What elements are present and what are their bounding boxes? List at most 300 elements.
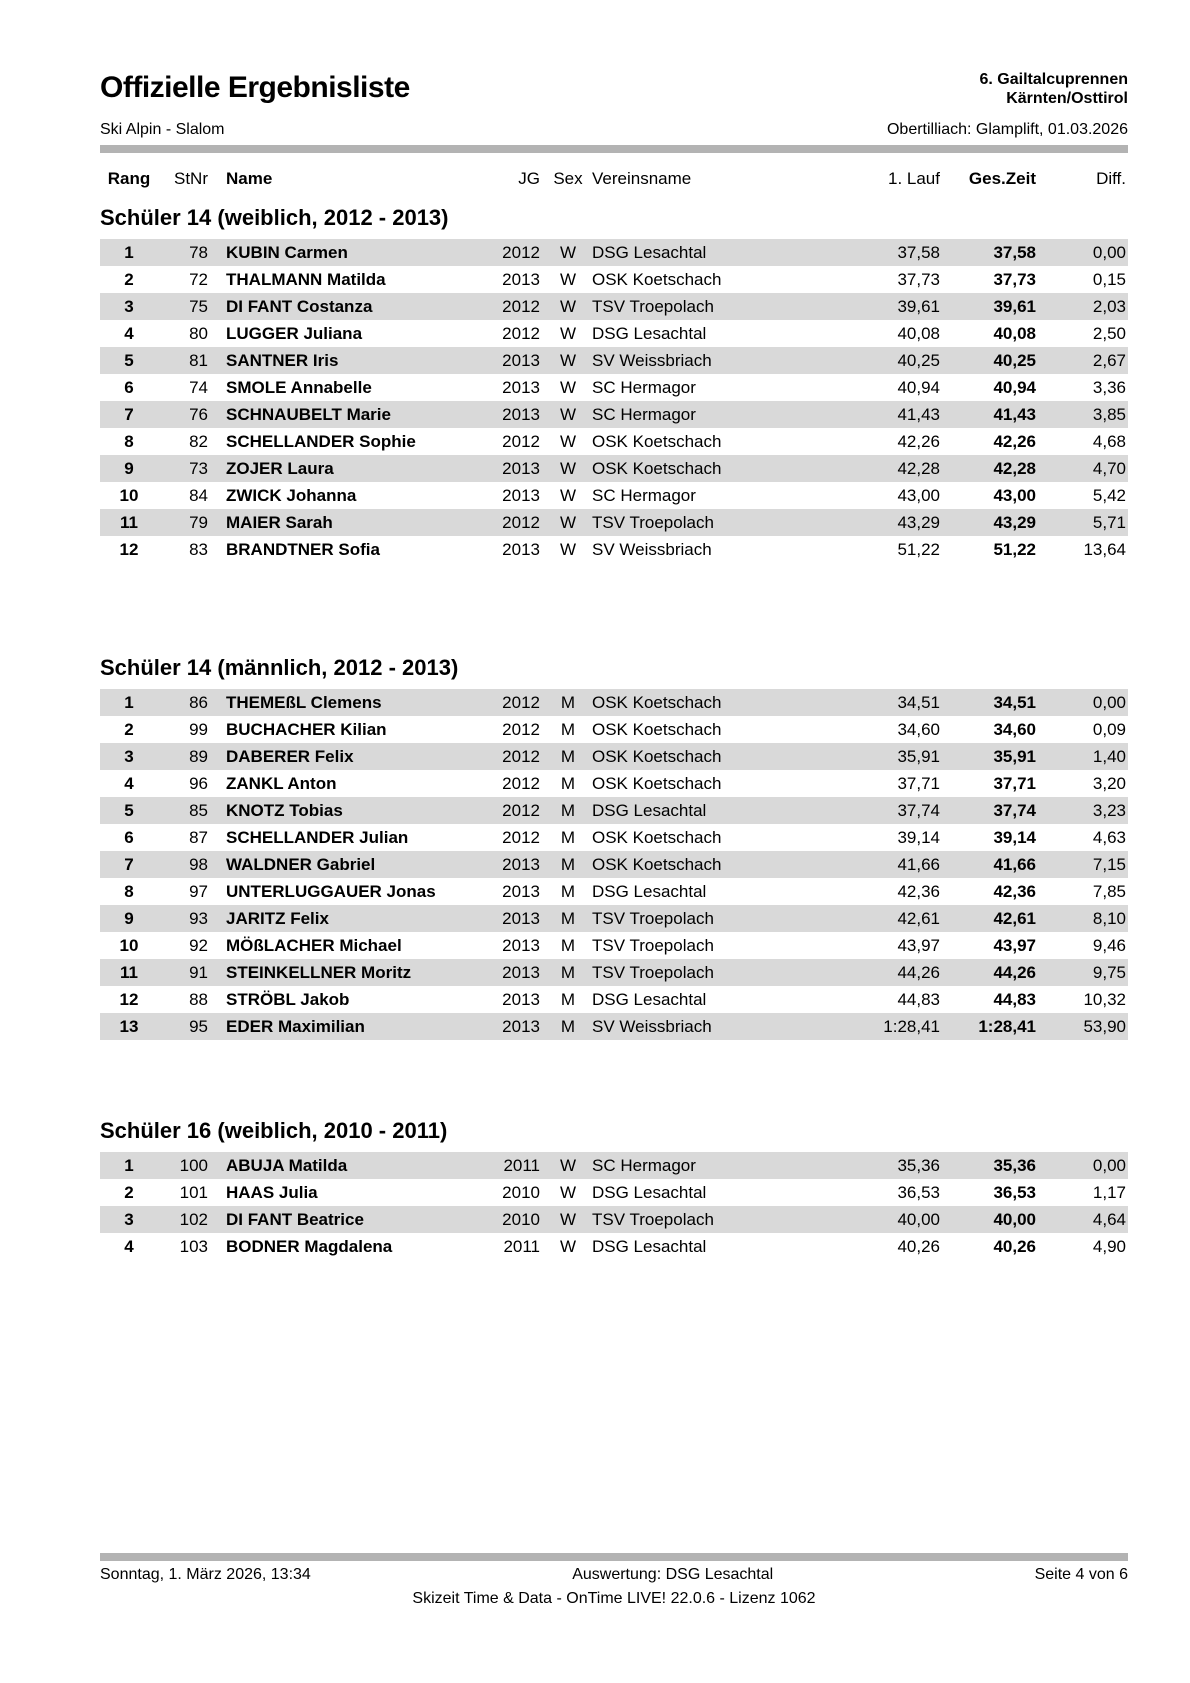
rank-cell: 7 bbox=[124, 405, 134, 424]
rank-cell: 13 bbox=[119, 1017, 139, 1036]
year-cell: 2013 bbox=[502, 270, 540, 289]
result-row bbox=[100, 455, 1128, 482]
bib-cell: 100 bbox=[179, 1156, 208, 1175]
name-cell: DI FANT Costanza bbox=[226, 297, 373, 316]
total-time-cell: 37,58 bbox=[993, 243, 1036, 262]
run1-time-cell: 42,36 bbox=[897, 882, 940, 901]
result-row bbox=[100, 959, 1128, 986]
result-row bbox=[100, 1152, 1128, 1179]
sex-cell: M bbox=[560, 801, 576, 820]
bib-cell: 97 bbox=[189, 882, 208, 901]
diff-cell: 2,03 bbox=[1092, 297, 1126, 316]
year-cell: 2013 bbox=[502, 459, 540, 478]
run1-time-cell: 40,26 bbox=[897, 1237, 940, 1256]
rank-cell: 10 bbox=[119, 936, 139, 955]
club-cell: DSG Lesachtal bbox=[592, 324, 707, 343]
diff-cell: 2,50 bbox=[1092, 324, 1126, 343]
footer-evaluator: Auswertung: DSG Lesachtal bbox=[572, 1566, 774, 1583]
col-header-year: JG bbox=[518, 168, 540, 188]
discipline-subtitle: Ski Alpin - Slalom bbox=[100, 121, 225, 138]
year-cell: 2012 bbox=[502, 828, 540, 847]
total-time-cell: 35,91 bbox=[993, 747, 1036, 766]
result-row bbox=[100, 536, 1128, 563]
section-title: Schüler 14 (männlich, 2012 - 2013) bbox=[100, 655, 459, 680]
run1-time-cell: 51,22 bbox=[897, 540, 940, 559]
total-time-cell: 1:28,41 bbox=[978, 1017, 1036, 1036]
run1-time-cell: 36,53 bbox=[897, 1183, 940, 1202]
sex-cell: W bbox=[559, 324, 577, 343]
club-cell: TSV Troepolach bbox=[592, 1210, 714, 1229]
run1-time-cell: 1:28,41 bbox=[883, 1017, 940, 1036]
total-time-cell: 34,51 bbox=[993, 693, 1036, 712]
sex-cell: M bbox=[560, 936, 576, 955]
rank-cell: 2 bbox=[124, 720, 134, 739]
result-row bbox=[100, 689, 1128, 716]
year-cell: 2010 bbox=[502, 1183, 540, 1202]
diff-cell: 0,09 bbox=[1092, 720, 1126, 739]
name-cell: SCHELLANDER Julian bbox=[226, 828, 409, 847]
name-cell: DI FANT Beatrice bbox=[226, 1210, 364, 1229]
club-cell: DSG Lesachtal bbox=[592, 1237, 707, 1256]
club-cell: OSK Koetschach bbox=[592, 747, 722, 766]
diff-cell: 53,90 bbox=[1083, 1017, 1126, 1036]
diff-cell: 9,75 bbox=[1092, 963, 1126, 982]
sex-cell: M bbox=[560, 909, 576, 928]
rank-cell: 5 bbox=[124, 351, 134, 370]
diff-cell: 7,15 bbox=[1092, 855, 1126, 874]
event-name: 6. Gailtalcuprennen bbox=[979, 71, 1128, 88]
bib-cell: 102 bbox=[179, 1210, 208, 1229]
run1-time-cell: 39,14 bbox=[897, 828, 940, 847]
bib-cell: 84 bbox=[189, 486, 208, 505]
diff-cell: 2,67 bbox=[1092, 351, 1126, 370]
sex-cell: W bbox=[559, 513, 577, 532]
name-cell: ZANKL Anton bbox=[226, 774, 337, 793]
col-header-club: Vereinsname bbox=[592, 168, 692, 188]
name-cell: SANTNER Iris bbox=[226, 351, 339, 370]
result-row bbox=[100, 743, 1128, 770]
col-header-diff: Diff. bbox=[1096, 168, 1126, 188]
year-cell: 2011 bbox=[503, 1156, 540, 1175]
rank-cell: 9 bbox=[124, 459, 134, 478]
bib-cell: 79 bbox=[189, 513, 208, 532]
club-cell: TSV Troepolach bbox=[592, 297, 714, 316]
year-cell: 2013 bbox=[502, 936, 540, 955]
rank-cell: 12 bbox=[119, 540, 139, 559]
sex-cell: W bbox=[559, 351, 577, 370]
year-cell: 2012 bbox=[502, 801, 540, 820]
result-row bbox=[100, 428, 1128, 455]
sex-cell: W bbox=[559, 1210, 577, 1229]
total-time-cell: 34,60 bbox=[993, 720, 1036, 739]
run1-time-cell: 44,83 bbox=[897, 990, 940, 1009]
page-header bbox=[100, 0, 1128, 139]
run1-time-cell: 43,00 bbox=[897, 486, 940, 505]
year-cell: 2013 bbox=[502, 351, 540, 370]
name-cell: ZOJER Laura bbox=[226, 459, 334, 478]
club-cell: SC Hermagor bbox=[592, 1156, 696, 1175]
bib-cell: 78 bbox=[189, 243, 208, 262]
result-row bbox=[100, 482, 1128, 509]
rank-cell: 3 bbox=[124, 1210, 134, 1229]
bib-cell: 72 bbox=[189, 270, 208, 289]
rank-cell: 2 bbox=[124, 1183, 134, 1202]
rank-cell: 10 bbox=[119, 486, 139, 505]
club-cell: SV Weissbriach bbox=[592, 351, 712, 370]
name-cell: KUBIN Carmen bbox=[226, 243, 348, 262]
result-row bbox=[100, 878, 1128, 905]
club-cell: OSK Koetschach bbox=[592, 459, 722, 478]
result-row bbox=[100, 239, 1128, 266]
total-time-cell: 42,28 bbox=[993, 459, 1036, 478]
year-cell: 2013 bbox=[502, 909, 540, 928]
total-time-cell: 40,08 bbox=[993, 324, 1036, 343]
sex-cell: M bbox=[560, 990, 576, 1009]
run1-time-cell: 37,71 bbox=[897, 774, 940, 793]
bib-cell: 95 bbox=[189, 1017, 208, 1036]
diff-cell: 10,32 bbox=[1083, 990, 1126, 1009]
diff-cell: 0,00 bbox=[1092, 243, 1126, 262]
run1-time-cell: 37,74 bbox=[897, 801, 940, 820]
sex-cell: M bbox=[560, 720, 576, 739]
club-cell: DSG Lesachtal bbox=[592, 882, 707, 901]
results-sections bbox=[100, 205, 1128, 1260]
event-region: Kärnten/Osttirol bbox=[1006, 90, 1128, 107]
bib-cell: 73 bbox=[189, 459, 208, 478]
run1-time-cell: 43,97 bbox=[897, 936, 940, 955]
sex-cell: M bbox=[560, 693, 576, 712]
year-cell: 2012 bbox=[502, 432, 540, 451]
club-cell: DSG Lesachtal bbox=[592, 801, 707, 820]
rank-cell: 6 bbox=[124, 828, 134, 847]
name-cell: MÖßLACHER Michael bbox=[226, 936, 402, 955]
year-cell: 2013 bbox=[502, 882, 540, 901]
rank-cell: 4 bbox=[124, 324, 134, 343]
sex-cell: M bbox=[560, 774, 576, 793]
diff-cell: 7,85 bbox=[1092, 882, 1126, 901]
diff-cell: 4,64 bbox=[1092, 1210, 1126, 1229]
bib-cell: 101 bbox=[179, 1183, 208, 1202]
bib-cell: 76 bbox=[189, 405, 208, 424]
bib-cell: 93 bbox=[189, 909, 208, 928]
name-cell: EDER Maximilian bbox=[226, 1017, 365, 1036]
club-cell: SC Hermagor bbox=[592, 486, 696, 505]
rank-cell: 1 bbox=[124, 1156, 134, 1175]
year-cell: 2013 bbox=[502, 963, 540, 982]
run1-time-cell: 37,73 bbox=[897, 270, 940, 289]
col-header-sex: Sex bbox=[553, 168, 583, 188]
result-row bbox=[100, 851, 1128, 878]
total-time-cell: 42,36 bbox=[993, 882, 1036, 901]
rank-cell: 1 bbox=[124, 693, 134, 712]
total-time-cell: 40,25 bbox=[993, 351, 1036, 370]
rank-cell: 9 bbox=[124, 909, 134, 928]
year-cell: 2013 bbox=[502, 540, 540, 559]
rank-cell: 3 bbox=[124, 297, 134, 316]
total-time-cell: 43,97 bbox=[993, 936, 1036, 955]
section-title: Schüler 16 (weiblich, 2010 - 2011) bbox=[100, 1118, 448, 1143]
rank-cell: 11 bbox=[120, 513, 138, 532]
total-time-cell: 44,83 bbox=[993, 990, 1036, 1009]
year-cell: 2012 bbox=[502, 774, 540, 793]
run1-time-cell: 39,61 bbox=[897, 297, 940, 316]
diff-cell: 4,90 bbox=[1092, 1237, 1126, 1256]
sex-cell: M bbox=[560, 828, 576, 847]
total-time-cell: 40,00 bbox=[993, 1210, 1036, 1229]
club-cell: TSV Troepolach bbox=[592, 936, 714, 955]
diff-cell: 4,63 bbox=[1092, 828, 1126, 847]
name-cell: STRÖBL Jakob bbox=[226, 990, 350, 1009]
year-cell: 2012 bbox=[502, 297, 540, 316]
section-title: Schüler 14 (weiblich, 2012 - 2013) bbox=[100, 205, 449, 230]
diff-cell: 13,64 bbox=[1083, 540, 1126, 559]
club-cell: OSK Koetschach bbox=[592, 693, 722, 712]
year-cell: 2012 bbox=[502, 693, 540, 712]
col-header-total: Ges.Zeit bbox=[968, 168, 1036, 188]
result-row bbox=[100, 320, 1128, 347]
sex-cell: W bbox=[559, 459, 577, 478]
bib-cell: 75 bbox=[189, 297, 208, 316]
col-header-rank: Rang bbox=[107, 168, 151, 188]
rank-cell: 8 bbox=[124, 432, 134, 451]
run1-time-cell: 34,60 bbox=[897, 720, 940, 739]
result-row bbox=[100, 986, 1128, 1013]
result-row bbox=[100, 509, 1128, 536]
result-row bbox=[100, 347, 1128, 374]
rank-cell: 3 bbox=[124, 747, 134, 766]
name-cell: ABUJA Matilda bbox=[226, 1156, 348, 1175]
run1-time-cell: 40,08 bbox=[897, 324, 940, 343]
bib-cell: 89 bbox=[189, 747, 208, 766]
sex-cell: W bbox=[559, 1237, 577, 1256]
run1-time-cell: 34,51 bbox=[897, 693, 940, 712]
bib-cell: 80 bbox=[189, 324, 208, 343]
diff-cell: 0,00 bbox=[1092, 693, 1126, 712]
rank-cell: 11 bbox=[120, 963, 138, 982]
result-row bbox=[100, 824, 1128, 851]
name-cell: BRANDTNER Sofia bbox=[226, 540, 380, 559]
sex-cell: W bbox=[559, 1183, 577, 1202]
result-row bbox=[100, 770, 1128, 797]
year-cell: 2013 bbox=[502, 1017, 540, 1036]
name-cell: THALMANN Matilda bbox=[226, 270, 386, 289]
run1-time-cell: 40,94 bbox=[897, 378, 940, 397]
name-cell: JARITZ Felix bbox=[226, 909, 329, 928]
club-cell: SC Hermagor bbox=[592, 405, 696, 424]
sex-cell: M bbox=[560, 855, 576, 874]
header-separator-bar bbox=[100, 145, 1128, 153]
run1-time-cell: 35,91 bbox=[897, 747, 940, 766]
result-row bbox=[100, 1013, 1128, 1040]
diff-cell: 4,70 bbox=[1092, 459, 1126, 478]
result-row bbox=[100, 401, 1128, 428]
name-cell: HAAS Julia bbox=[226, 1183, 318, 1202]
result-section bbox=[100, 1118, 1128, 1260]
col-header-bib: StNr bbox=[174, 168, 208, 188]
name-cell: BODNER Magdalena bbox=[226, 1237, 393, 1256]
rank-cell: 12 bbox=[119, 990, 139, 1009]
bib-cell: 103 bbox=[179, 1237, 208, 1256]
bib-cell: 87 bbox=[189, 828, 208, 847]
rank-cell: 5 bbox=[124, 801, 134, 820]
rank-cell: 6 bbox=[124, 378, 134, 397]
rank-cell: 7 bbox=[124, 855, 134, 874]
total-time-cell: 39,61 bbox=[993, 297, 1036, 316]
sex-cell: M bbox=[560, 747, 576, 766]
footer-separator-bar bbox=[100, 1553, 1128, 1561]
footer-software: Skizeit Time & Data - OnTime LIVE! 22.0.6 - Lizenz 1062 bbox=[412, 1590, 816, 1607]
sex-cell: W bbox=[559, 243, 577, 262]
club-cell: SV Weissbriach bbox=[592, 1017, 712, 1036]
name-cell: ZWICK Johanna bbox=[226, 486, 357, 505]
total-time-cell: 43,29 bbox=[993, 513, 1036, 532]
year-cell: 2012 bbox=[502, 720, 540, 739]
diff-cell: 5,42 bbox=[1092, 486, 1126, 505]
run1-time-cell: 44,26 bbox=[897, 963, 940, 982]
name-cell: SMOLE Annabelle bbox=[226, 378, 372, 397]
rank-cell: 2 bbox=[124, 270, 134, 289]
total-time-cell: 43,00 bbox=[993, 486, 1036, 505]
result-row bbox=[100, 374, 1128, 401]
result-row bbox=[100, 1233, 1128, 1260]
total-time-cell: 36,53 bbox=[993, 1183, 1036, 1202]
club-cell: OSK Koetschach bbox=[592, 855, 722, 874]
total-time-cell: 40,94 bbox=[993, 378, 1036, 397]
total-time-cell: 41,66 bbox=[993, 855, 1036, 874]
total-time-cell: 37,74 bbox=[993, 801, 1036, 820]
club-cell: OSK Koetschach bbox=[592, 774, 722, 793]
club-cell: DSG Lesachtal bbox=[592, 243, 707, 262]
diff-cell: 4,68 bbox=[1092, 432, 1126, 451]
year-cell: 2011 bbox=[503, 1237, 540, 1256]
total-time-cell: 35,36 bbox=[993, 1156, 1036, 1175]
diff-cell: 3,36 bbox=[1092, 378, 1126, 397]
club-cell: OSK Koetschach bbox=[592, 828, 722, 847]
name-cell: STEINKELLNER Moritz bbox=[226, 963, 412, 982]
name-cell: THEMEßL Clemens bbox=[226, 693, 382, 712]
bib-cell: 98 bbox=[189, 855, 208, 874]
total-time-cell: 42,26 bbox=[993, 432, 1036, 451]
total-time-cell: 39,14 bbox=[993, 828, 1036, 847]
club-cell: TSV Troepolach bbox=[592, 909, 714, 928]
sex-cell: M bbox=[560, 882, 576, 901]
club-cell: TSV Troepolach bbox=[592, 513, 714, 532]
title-block bbox=[100, 70, 410, 139]
sex-cell: W bbox=[559, 486, 577, 505]
bib-cell: 81 bbox=[189, 351, 208, 370]
diff-cell: 1,40 bbox=[1092, 747, 1126, 766]
name-cell: UNTERLUGGAUER Jonas bbox=[226, 882, 436, 901]
bib-cell: 92 bbox=[189, 936, 208, 955]
run1-time-cell: 40,00 bbox=[897, 1210, 940, 1229]
year-cell: 2013 bbox=[502, 405, 540, 424]
bib-cell: 83 bbox=[189, 540, 208, 559]
page-footer bbox=[100, 1553, 1128, 1608]
diff-cell: 0,00 bbox=[1092, 1156, 1126, 1175]
diff-cell: 3,23 bbox=[1092, 801, 1126, 820]
diff-cell: 9,46 bbox=[1092, 936, 1126, 955]
club-cell: TSV Troepolach bbox=[592, 963, 714, 982]
year-cell: 2012 bbox=[502, 513, 540, 532]
page-title: Offizielle Ergebnisliste bbox=[100, 71, 410, 104]
bib-cell: 96 bbox=[189, 774, 208, 793]
rank-cell: 8 bbox=[124, 882, 134, 901]
sex-cell: M bbox=[560, 963, 576, 982]
sex-cell: W bbox=[559, 378, 577, 397]
result-section bbox=[100, 205, 1128, 563]
club-cell: SC Hermagor bbox=[592, 378, 696, 397]
name-cell: LUGGER Juliana bbox=[226, 324, 363, 343]
footer-page-number: Seite 4 von 6 bbox=[1034, 1566, 1128, 1583]
result-row bbox=[100, 266, 1128, 293]
diff-cell: 1,17 bbox=[1092, 1183, 1126, 1202]
year-cell: 2012 bbox=[502, 243, 540, 262]
rank-cell: 4 bbox=[124, 774, 134, 793]
name-cell: DABERER Felix bbox=[226, 747, 354, 766]
rank-cell: 4 bbox=[124, 1237, 134, 1256]
bib-cell: 99 bbox=[189, 720, 208, 739]
bib-cell: 88 bbox=[189, 990, 208, 1009]
run1-time-cell: 41,66 bbox=[897, 855, 940, 874]
total-time-cell: 37,73 bbox=[993, 270, 1036, 289]
sex-cell: W bbox=[559, 405, 577, 424]
result-row bbox=[100, 716, 1128, 743]
result-row bbox=[100, 293, 1128, 320]
name-cell: KNOTZ Tobias bbox=[226, 801, 343, 820]
year-cell: 2013 bbox=[502, 855, 540, 874]
bib-cell: 91 bbox=[189, 963, 208, 982]
diff-cell: 5,71 bbox=[1092, 513, 1126, 532]
result-row bbox=[100, 1206, 1128, 1233]
sex-cell: W bbox=[559, 297, 577, 316]
run1-time-cell: 37,58 bbox=[897, 243, 940, 262]
club-cell: DSG Lesachtal bbox=[592, 1183, 707, 1202]
sex-cell: M bbox=[560, 1017, 576, 1036]
sex-cell: W bbox=[559, 432, 577, 451]
diff-cell: 8,10 bbox=[1092, 909, 1126, 928]
event-block bbox=[887, 70, 1128, 139]
total-time-cell: 42,61 bbox=[993, 909, 1036, 928]
rank-cell: 1 bbox=[124, 243, 134, 262]
bib-cell: 82 bbox=[189, 432, 208, 451]
run1-time-cell: 41,43 bbox=[897, 405, 940, 424]
run1-time-cell: 35,36 bbox=[897, 1156, 940, 1175]
club-cell: SV Weissbriach bbox=[592, 540, 712, 559]
result-row bbox=[100, 905, 1128, 932]
sex-cell: W bbox=[559, 1156, 577, 1175]
name-cell: BUCHACHER Kilian bbox=[226, 720, 387, 739]
name-cell: SCHNAUBELT Marie bbox=[226, 405, 391, 424]
result-row bbox=[100, 1179, 1128, 1206]
name-cell: WALDNER Gabriel bbox=[226, 855, 376, 874]
name-cell: MAIER Sarah bbox=[226, 513, 333, 532]
bib-cell: 85 bbox=[189, 801, 208, 820]
total-time-cell: 44,26 bbox=[993, 963, 1036, 982]
run1-time-cell: 42,61 bbox=[897, 909, 940, 928]
total-time-cell: 40,26 bbox=[993, 1237, 1036, 1256]
diff-cell: 3,20 bbox=[1092, 774, 1126, 793]
run1-time-cell: 43,29 bbox=[897, 513, 940, 532]
run1-time-cell: 40,25 bbox=[897, 351, 940, 370]
year-cell: 2013 bbox=[502, 486, 540, 505]
bib-cell: 74 bbox=[189, 378, 208, 397]
run1-time-cell: 42,28 bbox=[897, 459, 940, 478]
sex-cell: W bbox=[559, 270, 577, 289]
club-cell: DSG Lesachtal bbox=[592, 990, 707, 1009]
bib-cell: 86 bbox=[189, 693, 208, 712]
total-time-cell: 41,43 bbox=[993, 405, 1036, 424]
club-cell: OSK Koetschach bbox=[592, 270, 722, 289]
